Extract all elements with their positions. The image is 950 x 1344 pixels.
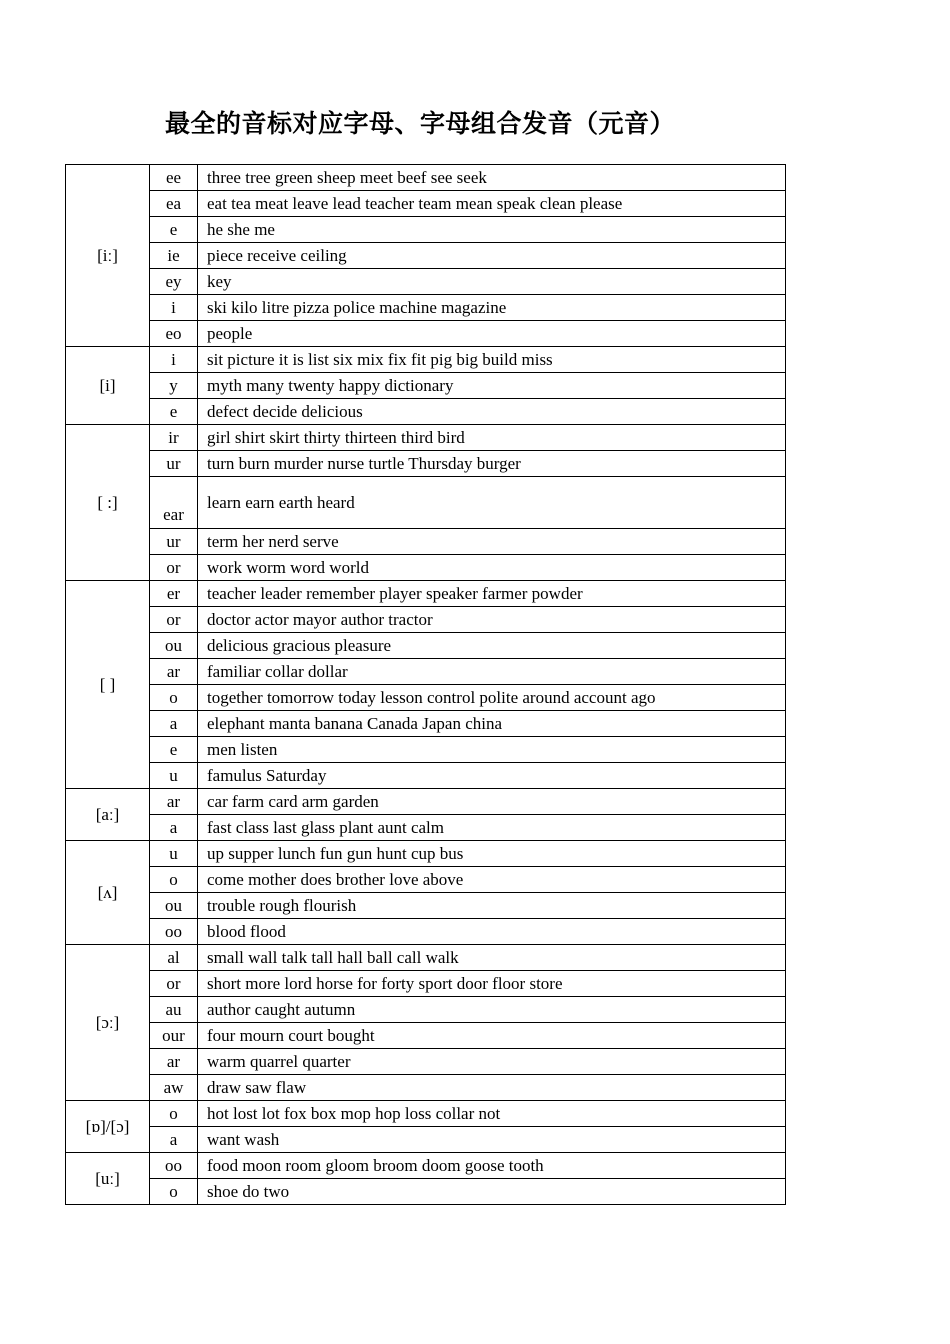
example-words-cell: food moon room gloom broom doom goose tooth — [198, 1153, 786, 1179]
example-words-cell: doctor actor mayor author tractor — [198, 607, 786, 633]
table-row — [66, 165, 786, 191]
table-row — [66, 1023, 786, 1049]
letter-combination-cell: u — [150, 841, 198, 867]
example-words-cell: term her nerd serve — [198, 529, 786, 555]
table-row — [66, 711, 786, 737]
example-words-cell: small wall talk tall hall ball call walk — [198, 945, 786, 971]
letter-combination-cell: ar — [150, 789, 198, 815]
table-row — [66, 243, 786, 269]
letter-combination-cell: ar — [150, 1049, 198, 1075]
letter-combination-cell: oo — [150, 1153, 198, 1179]
letter-combination-cell: our — [150, 1023, 198, 1049]
phonetics-table — [65, 164, 786, 1205]
table-row — [66, 529, 786, 555]
letter-combination-cell: ou — [150, 633, 198, 659]
table-row — [66, 373, 786, 399]
example-words-cell: blood flood — [198, 919, 786, 945]
letter-combination-cell: aw — [150, 1075, 198, 1101]
table-row — [66, 607, 786, 633]
phonetic-symbol-cell: [ ] — [66, 581, 150, 789]
phonetics-table-body — [66, 165, 786, 1205]
letter-combination-cell: or — [150, 607, 198, 633]
letter-combination-cell: i — [150, 347, 198, 373]
example-words-cell: sit picture it is list six mix fix fit pig big build miss — [198, 347, 786, 373]
letter-combination-cell: al — [150, 945, 198, 971]
letter-combination-cell: oo — [150, 919, 198, 945]
letter-combination-cell: ar — [150, 659, 198, 685]
example-words-cell: warm quarrel quarter — [198, 1049, 786, 1075]
table-row — [66, 1049, 786, 1075]
table-row — [66, 451, 786, 477]
example-words-cell: elephant manta banana Canada Japan china — [198, 711, 786, 737]
example-words-cell: he she me — [198, 217, 786, 243]
example-words-cell: car farm card arm garden — [198, 789, 786, 815]
example-words-cell: eat tea meat leave lead teacher team mean speak clean please — [198, 191, 786, 217]
example-words-cell: trouble rough flourish — [198, 893, 786, 919]
table-row — [66, 347, 786, 373]
table-row — [66, 321, 786, 347]
table-row — [66, 425, 786, 451]
letter-combination-cell: ey — [150, 269, 198, 295]
letter-combination-cell: e — [150, 217, 198, 243]
table-row — [66, 685, 786, 711]
table-row — [66, 893, 786, 919]
letter-combination-cell: y — [150, 373, 198, 399]
letter-combination-cell: au — [150, 997, 198, 1023]
letter-combination-cell: o — [150, 1179, 198, 1205]
table-row — [66, 1101, 786, 1127]
letter-combination-cell: u — [150, 763, 198, 789]
letter-combination-cell: a — [150, 1127, 198, 1153]
phonetic-symbol-cell: [iː] — [66, 165, 150, 347]
example-words-cell: draw saw flaw — [198, 1075, 786, 1101]
table-row — [66, 555, 786, 581]
letter-combination-cell: ur — [150, 529, 198, 555]
letter-combination-cell: a — [150, 711, 198, 737]
table-row — [66, 659, 786, 685]
example-words-cell: defect decide delicious — [198, 399, 786, 425]
example-words-cell: key — [198, 269, 786, 295]
phonetic-symbol-cell: [i] — [66, 347, 150, 425]
example-words-cell: turn burn murder nurse turtle Thursday burger — [198, 451, 786, 477]
example-words-cell: want wash — [198, 1127, 786, 1153]
table-row — [66, 581, 786, 607]
phonetic-symbol-cell: [uː] — [66, 1153, 150, 1205]
letter-combination-cell: o — [150, 1101, 198, 1127]
table-row — [66, 269, 786, 295]
table-row — [66, 945, 786, 971]
letter-combination-cell: i — [150, 295, 198, 321]
letter-combination-cell: ou — [150, 893, 198, 919]
example-words-cell: short more lord horse for forty sport door floor store — [198, 971, 786, 997]
example-words-cell: hot lost lot fox box mop hop loss collar not — [198, 1101, 786, 1127]
page-title: 最全的音标对应字母、字母组合发音（元音） — [164, 109, 675, 138]
phonetic-symbol-cell: [ɔː] — [66, 945, 150, 1101]
example-words-cell: three tree green sheep meet beef see seek — [198, 165, 786, 191]
letter-combination-cell: ie — [150, 243, 198, 269]
table-row — [66, 971, 786, 997]
letter-combination-cell: a — [150, 815, 198, 841]
letter-combination-cell: o — [150, 867, 198, 893]
table-row — [66, 477, 786, 529]
table-row — [66, 633, 786, 659]
table-row — [66, 737, 786, 763]
letter-combination-cell: ee — [150, 165, 198, 191]
example-words-cell: famulus Saturday — [198, 763, 786, 789]
phonetic-symbol-cell: [ :] — [66, 425, 150, 581]
letter-combination-cell: eo — [150, 321, 198, 347]
example-words-cell: shoe do two — [198, 1179, 786, 1205]
table-row — [66, 1075, 786, 1101]
example-words-cell: piece receive ceiling — [198, 243, 786, 269]
example-words-cell: fast class last glass plant aunt calm — [198, 815, 786, 841]
example-words-cell: girl shirt skirt thirty thirteen third bird — [198, 425, 786, 451]
letter-combination-cell: er — [150, 581, 198, 607]
example-words-cell: together tomorrow today lesson control polite around account ago — [198, 685, 786, 711]
example-words-cell: learn earn earth heard — [198, 477, 786, 529]
phonetic-symbol-cell: [ʌ] — [66, 841, 150, 945]
example-words-cell: work worm word world — [198, 555, 786, 581]
letter-combination-cell: ur — [150, 451, 198, 477]
table-row — [66, 295, 786, 321]
example-words-cell: come mother does brother love above — [198, 867, 786, 893]
letter-combination-cell: or — [150, 555, 198, 581]
table-row — [66, 789, 786, 815]
example-words-cell: ski kilo litre pizza police machine magazine — [198, 295, 786, 321]
letter-combination-cell: ear — [150, 477, 198, 529]
table-row — [66, 1127, 786, 1153]
table-row — [66, 867, 786, 893]
table-row — [66, 217, 786, 243]
letter-combination-cell: ir — [150, 425, 198, 451]
table-row — [66, 763, 786, 789]
table-row — [66, 997, 786, 1023]
phonetic-symbol-cell: [ɒ]/[ɔ] — [66, 1101, 150, 1153]
letter-combination-cell: e — [150, 737, 198, 763]
example-words-cell: teacher leader remember player speaker farmer powder — [198, 581, 786, 607]
example-words-cell: myth many twenty happy dictionary — [198, 373, 786, 399]
phonetic-symbol-cell: [aː] — [66, 789, 150, 841]
example-words-cell: four mourn court bought — [198, 1023, 786, 1049]
table-row — [66, 1153, 786, 1179]
example-words-cell: men listen — [198, 737, 786, 763]
table-row — [66, 1179, 786, 1205]
letter-combination-cell: or — [150, 971, 198, 997]
letter-combination-cell: e — [150, 399, 198, 425]
example-words-cell: author caught autumn — [198, 997, 786, 1023]
table-row — [66, 841, 786, 867]
example-words-cell: up supper lunch fun gun hunt cup bus — [198, 841, 786, 867]
letter-combination-cell: ea — [150, 191, 198, 217]
letter-combination-cell: o — [150, 685, 198, 711]
table-row — [66, 191, 786, 217]
table-row — [66, 399, 786, 425]
example-words-cell: people — [198, 321, 786, 347]
example-words-cell: familiar collar dollar — [198, 659, 786, 685]
example-words-cell: delicious gracious pleasure — [198, 633, 786, 659]
table-row — [66, 919, 786, 945]
table-row — [66, 815, 786, 841]
